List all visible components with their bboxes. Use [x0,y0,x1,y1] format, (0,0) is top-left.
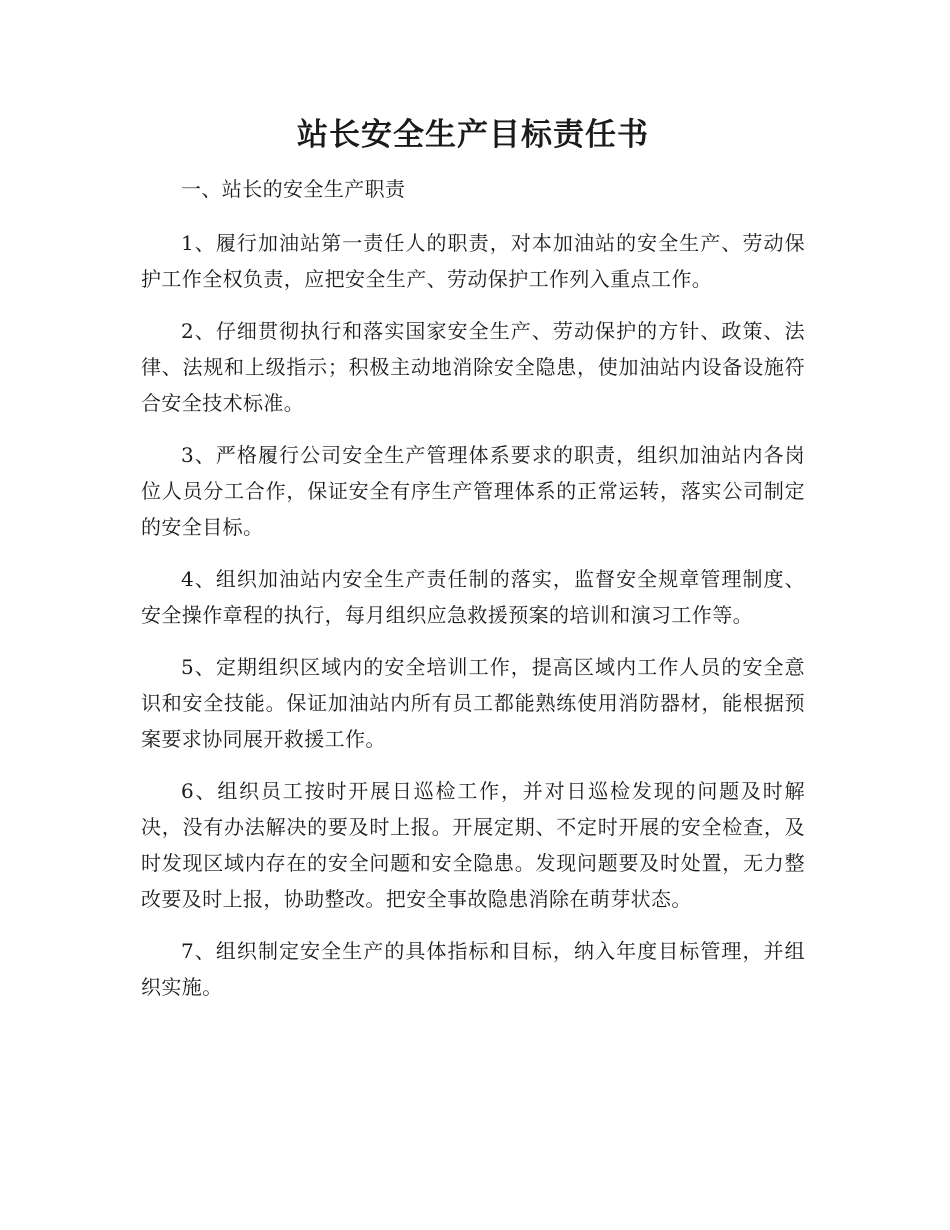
paragraph-2: 2、仔细贯彻执行和落实国家安全生产、劳动保护的方针、政策、法律、法规和上级指示；积极主动地消除安全隐患，使加油站内设备设施符合安全技术标准。 [141,319,805,415]
document-title: 站长安全生产目标责任书 [297,117,649,153]
paragraph-7: 7、组织制定安全生产的具体指标和目标，纳入年度目标管理，并组织实施。 [141,939,805,999]
paragraph-4: 4、组织加油站内安全生产责任制的落实，监督安全规章管理制度、安全操作章程的执行，每月组织应急救援预案的培训和演习工作等。 [141,567,805,627]
paragraph-6: 6、组织员工按时开展日巡检工作，并对日巡检发现的问题及时解决，没有办法解决的要及时上报。开展定期、不定时开展的安全检查，及时发现区域内存在的安全问题和安全隐患。发现问题要及时处置，无力整改要及时上报，协助整改。把安全事故隐患消除在萌芽状态。 [141,779,805,911]
paragraph-3: 3、严格履行公司安全生产管理体系要求的职责，组织加油站内各岗位人员分工合作，保证安全有序生产管理体系的正常运转，落实公司制定的安全目标。 [141,443,805,539]
section-heading: 一、站长的安全生产职责 [181,177,406,201]
paragraph-1: 1、履行加油站第一责任人的职责，对本加油站的安全生产、劳动保护工作全权负责，应把安全生产、劳动保护工作列入重点工作。 [141,231,805,291]
paragraph-5: 5、定期组织区域内的安全培训工作，提高区域内工作人员的安全意识和安全技能。保证加油站内所有员工都能熟练使用消防器材，能根据预案要求协同展开救援工作。 [141,655,805,751]
